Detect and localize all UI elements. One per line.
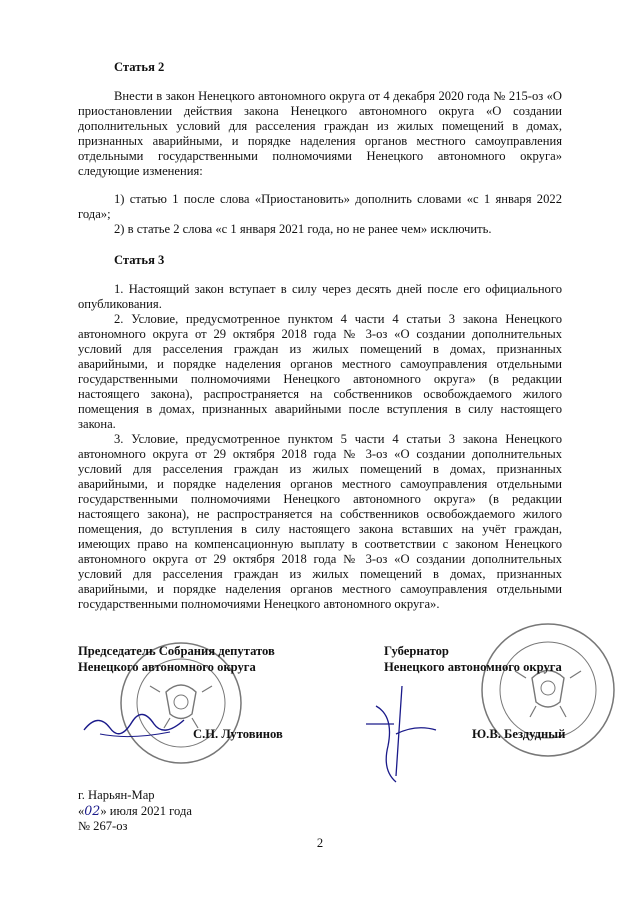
document-meta — [78, 788, 192, 834]
document-body — [78, 60, 562, 612]
chairman-title-line-2: Ненецкого автономного округа — [78, 660, 256, 674]
chairman-name: С.Н. Лутовинов — [193, 727, 283, 741]
chairman-signature-icon — [80, 700, 200, 750]
chairman-title-line-1: Председатель Собрания депутатов — [78, 644, 275, 658]
governor-title-line-2: Ненецкого автономного округа — [384, 660, 562, 674]
article-2-item-2: 2) в статье 2 слова «с 1 января 2021 года, но не ранее чем» исключить. — [114, 222, 492, 236]
article-3-item-1: 1. Настоящий закон вступает в силу через десять дней после его официального опубликования. — [78, 282, 562, 311]
date-day: 02 — [84, 803, 101, 818]
governor-name: Ю.В. Бездудный — [472, 727, 566, 741]
article-2-intro: Внести в закон Ненецкого автономного округа от 4 декабря 2020 года № 215-оз «О приостановлении действия закона Ненецкого автономного округа «О создании дополнительных условий для расселения граждан из жилых помещений в домах, признанных аварийными, и порядке наделения органов местного самоуправления отдельными государственными полномочиями Ненецкого автономного округа» следующие изменения: — [78, 89, 562, 178]
governor-title-line-1: Губернатор — [384, 644, 449, 658]
article-3-heading: Статья 3 — [114, 253, 165, 267]
governor-signature-icon — [356, 676, 446, 786]
chairman-signature-block — [78, 643, 338, 741]
article-2-item-1: 1) статью 1 после слова «Приостановить» дополнить словами «с 1 января 2022 года»; — [78, 192, 562, 221]
article-3-item-3: 3. Условие, предусмотренное пунктом 5 части 4 статьи 3 закона Ненецкого автономного округа от 29 октября 2018 года № 3-оз «О создании дополнительных условий для расселения граждан из жилых помещений в домах, признанных аварийными, и порядке наделения органов местного самоуправления отдельными государственными полномочиями Ненецкого автономного округа» (в редакции настоящего закона), не распространяется на собственников освобождаемого жилого помещения, до вступления в силу настоящего закона вставших на учёт граждан, имеющих право на компенсационную выплату в соответствии с законом Ненецкого автономного округа от 29 октября 2018 года № 3-оз «О создании дополнительных условий для расселения граждан из жилых помещений в домах, признанных аварийными, и порядке наделения органов местного самоуправления отдельными государственными полномочиями Ненецкого автономного округа». — [78, 432, 562, 611]
governor-signature-block — [384, 643, 604, 741]
date-open-quote: « — [78, 804, 85, 818]
article-3-item-2: 2. Условие, предусмотренное пунктом 4 части 4 статьи 3 закона Ненецкого автономного округа от 29 октября 2018 года № 3-оз «О создании дополнительных условий для расселения граждан из жилых помещений в домах, признанных аварийными, и порядке наделения органов местного самоуправления отдельными государственными полномочиями Ненецкого автономного округа» (в редакции настоящего закона), распространяется на собственников освобождаемого жилого помещения в домах, признанных аварийными после вступления в силу настоящего закона. — [78, 312, 562, 431]
date-rest: » июля 2021 года — [100, 804, 192, 818]
date-line — [78, 803, 192, 819]
law-number: № 267-оз — [78, 819, 128, 833]
city-line: г. Нарьян-Мар — [78, 788, 155, 802]
page-number: 2 — [316, 836, 324, 850]
article-2-heading: Статья 2 — [114, 60, 165, 74]
